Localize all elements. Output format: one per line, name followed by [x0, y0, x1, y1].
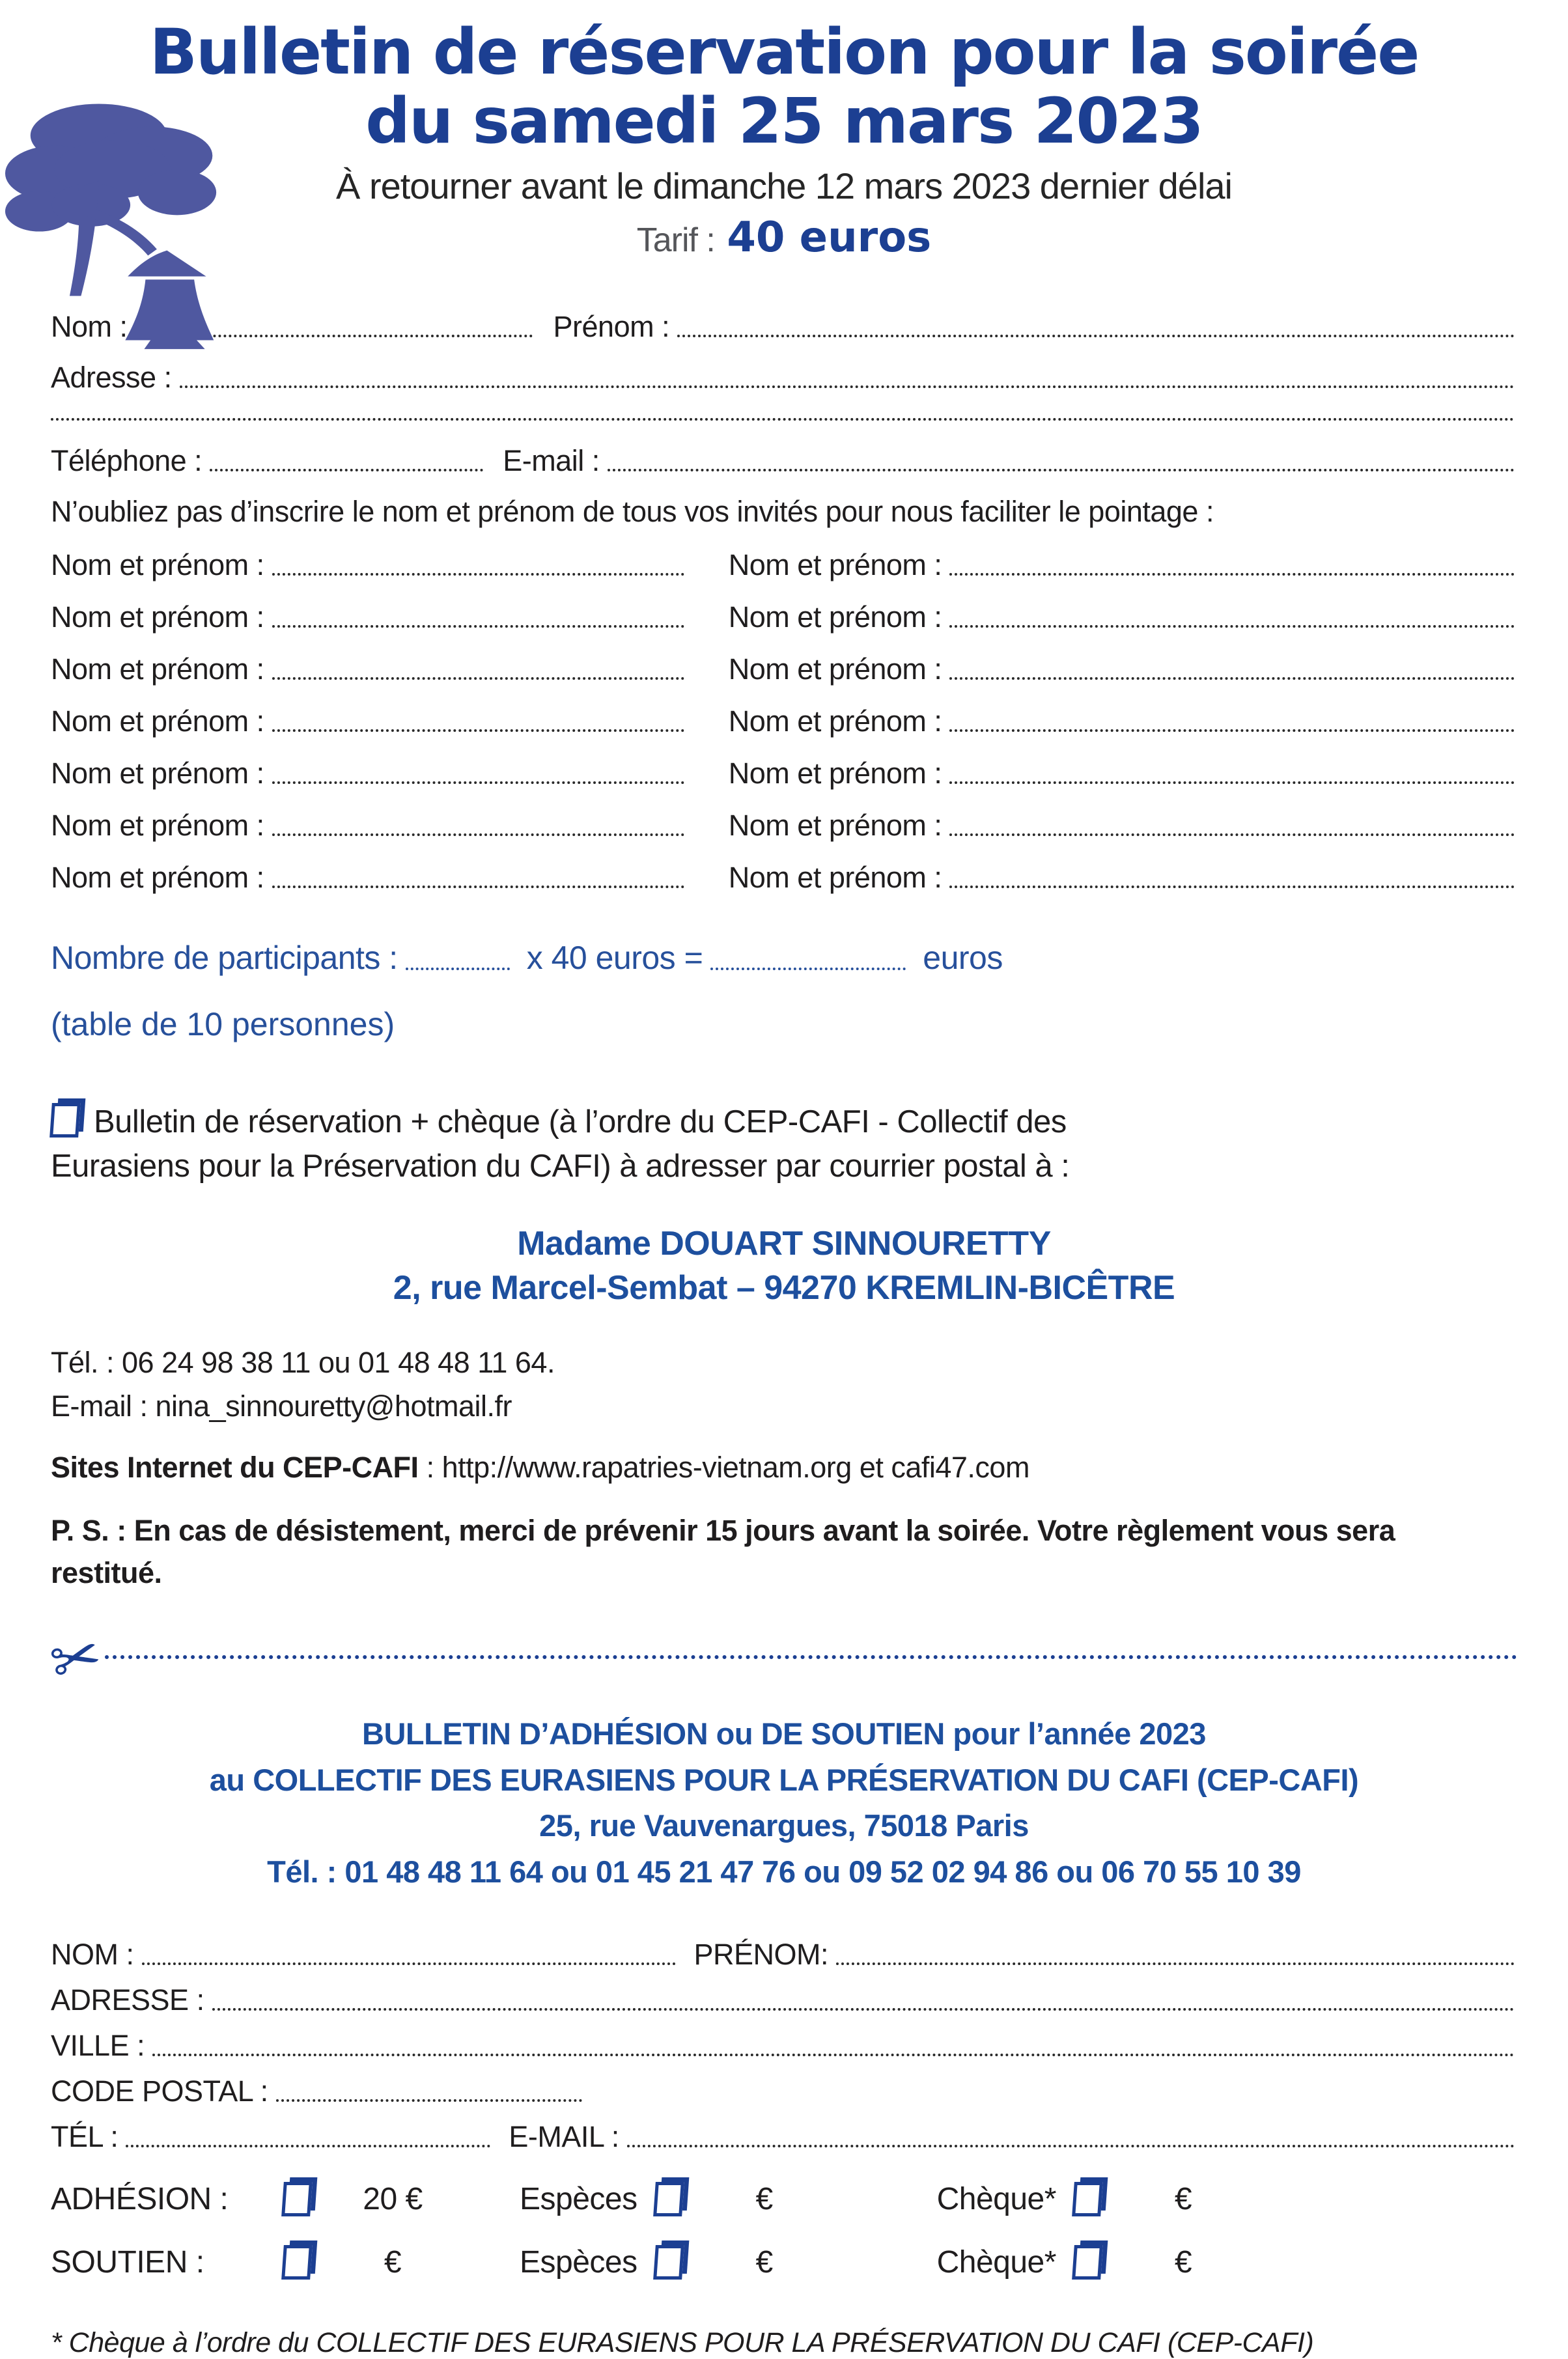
- guest-row: [51, 809, 687, 843]
- adhesion-checkbox[interactable]: [281, 2182, 313, 2216]
- email-dots-field[interactable]: [608, 462, 1515, 471]
- adh-adresse-label: ADRESSE :: [51, 1983, 204, 2017]
- soutien-cheque-label: Chèque*: [936, 2245, 1056, 2280]
- email-label: E-mail :: [503, 444, 600, 478]
- adhesion-cheque-checkbox[interactable]: [1072, 2182, 1103, 2216]
- prenom-label: Prénom :: [553, 310, 670, 344]
- guest-row: [51, 705, 687, 738]
- adh-postal-row: [51, 2074, 1517, 2108]
- telephone-dots-field[interactable]: [210, 462, 483, 471]
- soutien-label: SOUTIEN :: [51, 2245, 204, 2280]
- mailing-section: [51, 1100, 1517, 1594]
- guest-row-label: Nom et prénom :: [728, 600, 942, 634]
- participants-label: Nombre de participants :: [51, 940, 398, 977]
- adh-adresse-dots-field[interactable]: [212, 2002, 1515, 2011]
- adh-name-row: [51, 1938, 1517, 1972]
- guest-row-label: Nom et prénom :: [728, 861, 942, 895]
- guest-dots-field[interactable]: [949, 723, 1515, 732]
- adhesion-title-2: au COLLECTIF DES EURASIENS POUR LA PRÉSERVATION DU CAFI (CEP-CAFI): [209, 1762, 1359, 1797]
- guest-row: [51, 861, 687, 895]
- guest-dots-field[interactable]: [272, 566, 684, 576]
- adh-code-postal-label: CODE POSTAL :: [51, 2074, 268, 2108]
- guest-row: [51, 548, 687, 582]
- adhesion-titles: [51, 1711, 1517, 1895]
- guest-dots-field[interactable]: [272, 671, 684, 680]
- guest-row: [729, 652, 1517, 686]
- participants-total-field[interactable]: [710, 961, 906, 970]
- guest-dots-field[interactable]: [949, 566, 1515, 576]
- adh-code-postal-dots-field[interactable]: [276, 2093, 582, 2102]
- deadline-text: À retourner avant le dimanche 12 mars 2023 dernier délai: [336, 165, 1232, 207]
- websites-label: Sites Internet du CEP-CAFI: [51, 1450, 419, 1484]
- contact-block: [51, 1341, 1517, 1429]
- soutien-especes-checkbox[interactable]: [653, 2245, 684, 2280]
- contact-phone: Tél. : 06 24 98 38 11 ou 01 48 48 11 64.: [51, 1345, 555, 1379]
- cheque-footnote: * Chèque à l’ordre du COLLECTIF DES EURASIENS POUR LA PRÉSERVATION DU CAFI (CEP-CAFI): [51, 2327, 1314, 2359]
- guest-row-label: Nom et prénom :: [51, 600, 264, 634]
- guest-dots-field[interactable]: [272, 827, 684, 836]
- adresse-dots-field[interactable]: [180, 379, 1515, 388]
- adhesion-form: [51, 1938, 1517, 2154]
- adhesion-title-1: BULLETIN D’ADHÉSION ou DE SOUTIEN pour l’année 2023: [362, 1716, 1206, 1752]
- soutien-row: [51, 2244, 1517, 2280]
- adh-nom-label: NOM :: [51, 1938, 134, 1972]
- page-title-line2: du samedi 25 mars 2023: [365, 84, 1203, 158]
- guest-dots-field[interactable]: [949, 879, 1515, 888]
- participants-unit: euros: [923, 940, 1003, 977]
- guest-dots-field[interactable]: [949, 619, 1515, 628]
- tarif-line: [51, 214, 1517, 262]
- guest-row: [729, 757, 1517, 790]
- guest-dots-field[interactable]: [272, 723, 684, 732]
- adhesion-cheque-euro: €: [1174, 2182, 1192, 2217]
- adh-email-dots-field[interactable]: [627, 2138, 1515, 2147]
- guest-row: [51, 600, 687, 634]
- adhesion-especes-euro: €: [755, 2182, 773, 2217]
- adh-tel-dots-field[interactable]: [126, 2138, 490, 2147]
- adh-email-label: E-MAIL :: [509, 2120, 619, 2154]
- adh-address-row: [51, 1983, 1517, 2017]
- recipient-name: Madame DOUART SINNOURETTY: [517, 1225, 1051, 1263]
- participants-mult: x 40 euros =: [526, 940, 703, 977]
- mailing-checkbox-text: Bulletin de réservation + chèque (à l’ordre du CEP-CAFI - Collectif des Eurasiens pour la Préservation du CAFI) à adresser par courrier postal à :: [51, 1104, 1070, 1184]
- guest-row: [51, 652, 687, 686]
- adhesion-amount: 20 €: [363, 2182, 423, 2217]
- guest-row-label: Nom et prénom :: [51, 809, 264, 843]
- guest-row-label: Nom et prénom :: [728, 809, 942, 843]
- adh-ville-label: VILLE :: [51, 2029, 145, 2063]
- adhesion-title-3: 25, rue Vauvenargues, 75018 Paris: [539, 1808, 1029, 1843]
- adhesion-especes-label: Espèces: [520, 2182, 637, 2217]
- adh-city-row: [51, 2029, 1517, 2063]
- recipient-address: 2, rue Marcel-Sembat – 94270 KREMLIN-BICÊTRE: [393, 1269, 1175, 1307]
- reservation-checkbox[interactable]: [49, 1103, 81, 1138]
- adhesion-cheque-label: Chèque*: [936, 2182, 1056, 2217]
- tree-logo-icon: [4, 86, 219, 361]
- guest-row-label: Nom et prénom :: [51, 757, 264, 790]
- cut-line: [43, 1619, 1517, 1699]
- guest-row: [729, 600, 1517, 634]
- table-note: (table de 10 personnes): [51, 1006, 395, 1043]
- address-row-2: [51, 412, 1517, 427]
- tarif-value: 40 euros: [727, 214, 932, 262]
- guest-dots-field[interactable]: [949, 827, 1515, 836]
- websites-line: [51, 1451, 1517, 1485]
- adresse-dots-field-2[interactable]: [51, 412, 1515, 421]
- soutien-especes-label: Espèces: [520, 2245, 637, 2280]
- websites-urls: : http://www.rapatries-vietnam.org et cafi47.com: [418, 1450, 1029, 1484]
- soutien-especes-euro: €: [755, 2245, 773, 2280]
- guest-dots-field[interactable]: [949, 671, 1515, 680]
- guest-row: [729, 705, 1517, 738]
- adhesion-especes-checkbox[interactable]: [653, 2182, 684, 2216]
- adhesion-label: ADHÉSION :: [51, 2182, 229, 2217]
- page-title-line1: Bulletin de réservation pour la soirée: [149, 16, 1419, 89]
- phone-email-row: [51, 444, 1517, 478]
- guest-row: [51, 757, 687, 790]
- soutien-euro: €: [384, 2245, 402, 2280]
- participants-count-field[interactable]: [406, 961, 510, 970]
- guest-dots-field[interactable]: [272, 775, 684, 784]
- adh-ville-dots-field[interactable]: [152, 2047, 1515, 2056]
- guest-row-label: Nom et prénom :: [51, 705, 264, 738]
- participants-row: [51, 939, 1517, 977]
- guest-row-label: Nom et prénom :: [51, 548, 264, 582]
- guest-row-label: Nom et prénom :: [728, 548, 942, 582]
- guest-dots-field[interactable]: [949, 775, 1515, 784]
- guest-row: [729, 861, 1517, 895]
- guest-row: [729, 548, 1517, 582]
- guest-row-label: Nom et prénom :: [728, 705, 942, 738]
- header: [51, 18, 1517, 262]
- recipient-block: [51, 1222, 1517, 1310]
- nom-label: Nom :: [51, 310, 128, 344]
- prenom-dots-field[interactable]: [677, 328, 1515, 337]
- adh-prenom-dots-field[interactable]: [836, 1956, 1515, 1965]
- adresse-label: Adresse :: [51, 361, 172, 395]
- adh-tel-email-row: [51, 2120, 1517, 2154]
- guests-note: N’oubliez pas d’inscrire le nom et prénom de tous vos invités pour nous faciliter le pointage :: [51, 495, 1214, 529]
- adhesion-section: [51, 1711, 1517, 2359]
- telephone-label: Téléphone :: [51, 444, 203, 478]
- guest-dots-field[interactable]: [272, 879, 684, 888]
- adhesion-title-4: Tél. : 01 48 48 11 64 ou 01 45 21 47 76 ou 09 52 02 94 86 ou 06 70 55 10 39: [267, 1854, 1301, 1889]
- ps-note: P. S. : En cas de désistement, merci de prévenir 15 jours avant la soirée. Votre règlement vous sera restitué.: [51, 1513, 1395, 1589]
- cut-dotted-line: [105, 1655, 1517, 1659]
- soutien-cheque-checkbox[interactable]: [1072, 2245, 1103, 2280]
- adhesion-row: [51, 2181, 1517, 2217]
- soutien-cheque-euro: €: [1174, 2245, 1192, 2280]
- scissors-icon: ✂: [43, 1619, 109, 1699]
- reservation-form-section: [51, 310, 1517, 1043]
- name-row: [51, 310, 1517, 344]
- contact-email: E-mail : nina_sinnouretty@hotmail.fr: [51, 1389, 512, 1423]
- adh-nom-dots-field[interactable]: [142, 1956, 676, 1965]
- guest-row: [729, 809, 1517, 843]
- soutien-checkbox[interactable]: [281, 2245, 313, 2280]
- guest-row-label: Nom et prénom :: [51, 861, 264, 895]
- guest-dots-field[interactable]: [272, 619, 684, 628]
- address-row: [51, 361, 1517, 395]
- guest-row-label: Nom et prénom :: [728, 757, 942, 790]
- mailing-checkbox-row: [51, 1100, 1177, 1188]
- guest-list: [51, 548, 1517, 913]
- adh-prenom-label: PRÉNOM:: [693, 1938, 829, 1972]
- guest-row-label: Nom et prénom :: [51, 652, 264, 686]
- guest-row-label: Nom et prénom :: [728, 652, 942, 686]
- adh-tel-label: TÉL :: [51, 2120, 119, 2154]
- tarif-label: Tarif :: [636, 221, 715, 260]
